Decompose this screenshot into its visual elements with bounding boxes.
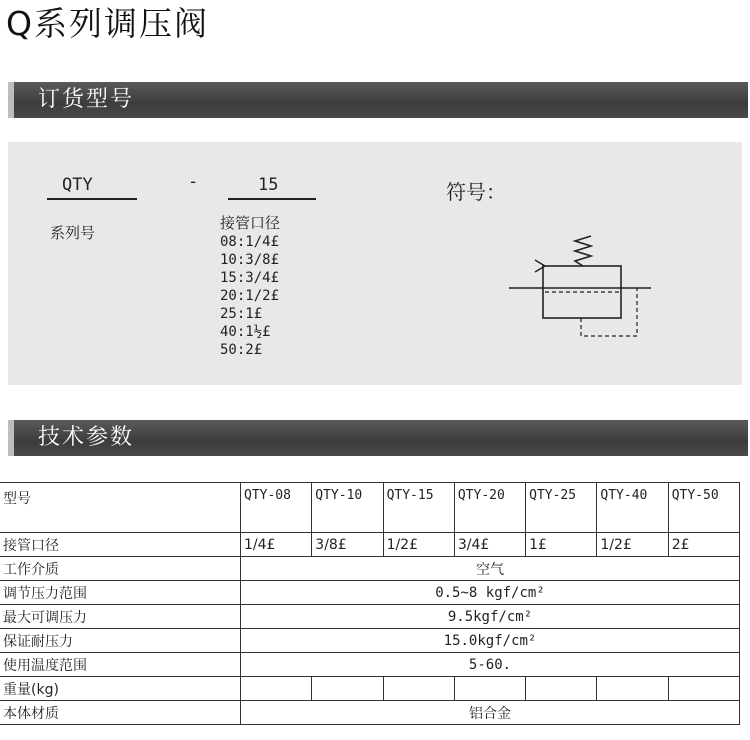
model-cell: QTY-20 [454, 483, 525, 533]
port-label: 接管口径 [0, 533, 241, 557]
row-label: 保证耐压力 [0, 629, 241, 653]
port-size-heading: 接管口径 [220, 214, 281, 232]
weight-cell [383, 677, 454, 701]
model-cell: QTY-25 [526, 483, 597, 533]
row-label: 调节压力范围 [0, 581, 241, 605]
table-row [0, 483, 740, 533]
table-row [0, 701, 740, 725]
row-value: 9.5kgf/cm² [241, 605, 740, 629]
row-label: 使用温度范围 [0, 653, 241, 677]
table-row [0, 605, 740, 629]
row-label: 最大可调压力 [0, 605, 241, 629]
table-row [0, 557, 740, 581]
model-cell: QTY-08 [241, 483, 312, 533]
port-size-item: 15:3/4£ [220, 270, 280, 286]
weight-cell [668, 677, 739, 701]
model-cell: QTY-10 [312, 483, 383, 533]
weight-cell [241, 677, 312, 701]
port-size-list [220, 214, 280, 359]
series-code: QTY [62, 175, 93, 195]
model-label: 型号 [0, 483, 241, 533]
model-cell: QTY-15 [383, 483, 454, 533]
port-size-item: 50:2£ [220, 342, 263, 358]
port-size-item: 40:1½£ [220, 324, 271, 340]
port-cell: 1£ [526, 533, 597, 557]
tech-section-header [8, 420, 748, 456]
row-value: 0.5~8 kgf/cm² [241, 581, 740, 605]
row-label: 工作介质 [0, 557, 241, 581]
pressure-regulator-symbol-icon [505, 228, 665, 346]
material-label: 本体材质 [0, 701, 241, 725]
page-title: Q系列调压阀 [6, 4, 209, 43]
port-size-item: 10:3/8£ [220, 252, 280, 268]
port-cell: 1/2£ [597, 533, 668, 557]
port-cell: 3/4£ [454, 533, 525, 557]
port-size-item: 20:1/2£ [220, 288, 280, 304]
size-code-underline [228, 198, 316, 200]
order-section-heading: 订货型号 [38, 87, 135, 112]
port-cell: 2£ [668, 533, 739, 557]
weight-cell [454, 677, 525, 701]
weight-cell [312, 677, 383, 701]
row-value: 5-60. [241, 653, 740, 677]
symbol-label: 符号： [446, 180, 506, 204]
code-dash: - [188, 172, 199, 192]
series-label: 系列号 [50, 224, 96, 242]
port-size-item: 25:1£ [220, 306, 263, 322]
table-row [0, 581, 740, 605]
weight-cell [597, 677, 668, 701]
port-cell: 1/4£ [241, 533, 312, 557]
weight-label: 重量(kg) [0, 677, 241, 701]
port-cell: 3/8£ [312, 533, 383, 557]
port-cell: 1/2£ [383, 533, 454, 557]
order-section-header [8, 82, 748, 118]
table-row [0, 629, 740, 653]
series-code-underline [47, 198, 137, 200]
weight-cell [526, 677, 597, 701]
table-row [0, 533, 740, 557]
port-size-item: 08:1/4£ [220, 234, 280, 250]
model-cell: QTY-50 [668, 483, 739, 533]
model-cell: QTY-40 [597, 483, 668, 533]
tech-section-heading: 技术参数 [38, 425, 135, 450]
size-code: 15 [258, 175, 279, 195]
table-row [0, 677, 740, 701]
spec-table [0, 482, 740, 725]
row-value: 15.0kgf/cm² [241, 629, 740, 653]
table-row [0, 653, 740, 677]
material-value: 铝合金 [241, 701, 740, 725]
row-value: 空气 [241, 557, 740, 581]
